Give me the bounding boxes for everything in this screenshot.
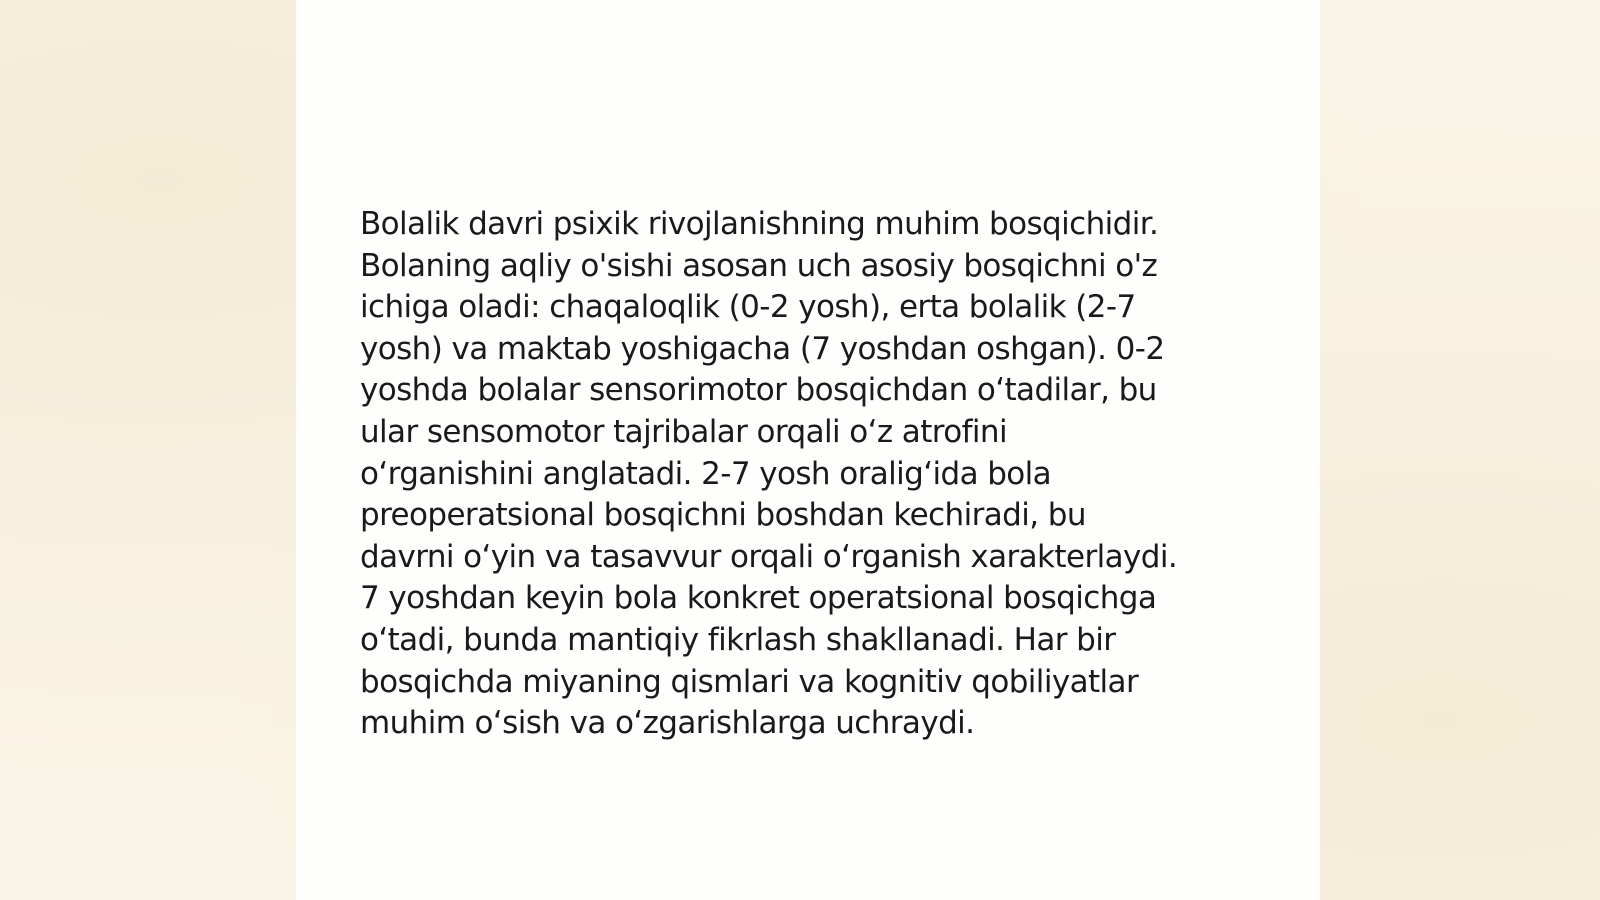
text-line: muhim oʻsish va oʻzgarishlarga uchraydi. bbox=[360, 705, 975, 742]
text-line: ular sensomotor tajribalar orqali oʻz atrofini bbox=[360, 413, 1007, 450]
body-paragraph bbox=[360, 204, 1260, 745]
text-line: oʻrganishini anglatadi. 2-7 yosh oraligʻida bola bbox=[360, 455, 1052, 492]
text-line: 7 yoshdan keyin bola konkret operatsional bosqichga bbox=[360, 580, 1157, 617]
text-line: bosqichda miyaning qismlari va kognitiv qobiliyatlar bbox=[360, 663, 1139, 700]
text-line: preoperatsional bosqichni boshdan kechiradi, bu bbox=[360, 497, 1086, 534]
text-line: ichiga oladi: chaqaloqlik (0-2 yosh), erta bolalik (2-7 bbox=[360, 289, 1136, 326]
text-line: oʻtadi, bunda mantiqiy fikrlash shakllanadi. Har bir bbox=[360, 621, 1116, 658]
text-line: Bolaning aqliy o'sishi asosan uch asosiy bosqichni o'z bbox=[360, 247, 1158, 284]
text-line: yosh) va maktab yoshigacha (7 yoshdan oshgan). 0-2 bbox=[360, 330, 1165, 367]
text-line: davrni oʻyin va tasavvur orqali oʻrganish xarakterlaydi. bbox=[360, 538, 1178, 575]
text-line: Bolalik davri psixik rivojlanishning muhim bosqichidir. bbox=[360, 206, 1159, 242]
slide-page bbox=[296, 0, 1320, 900]
text-line: yoshda bolalar sensorimotor bosqichdan oʻtadilar, bu bbox=[360, 372, 1157, 409]
